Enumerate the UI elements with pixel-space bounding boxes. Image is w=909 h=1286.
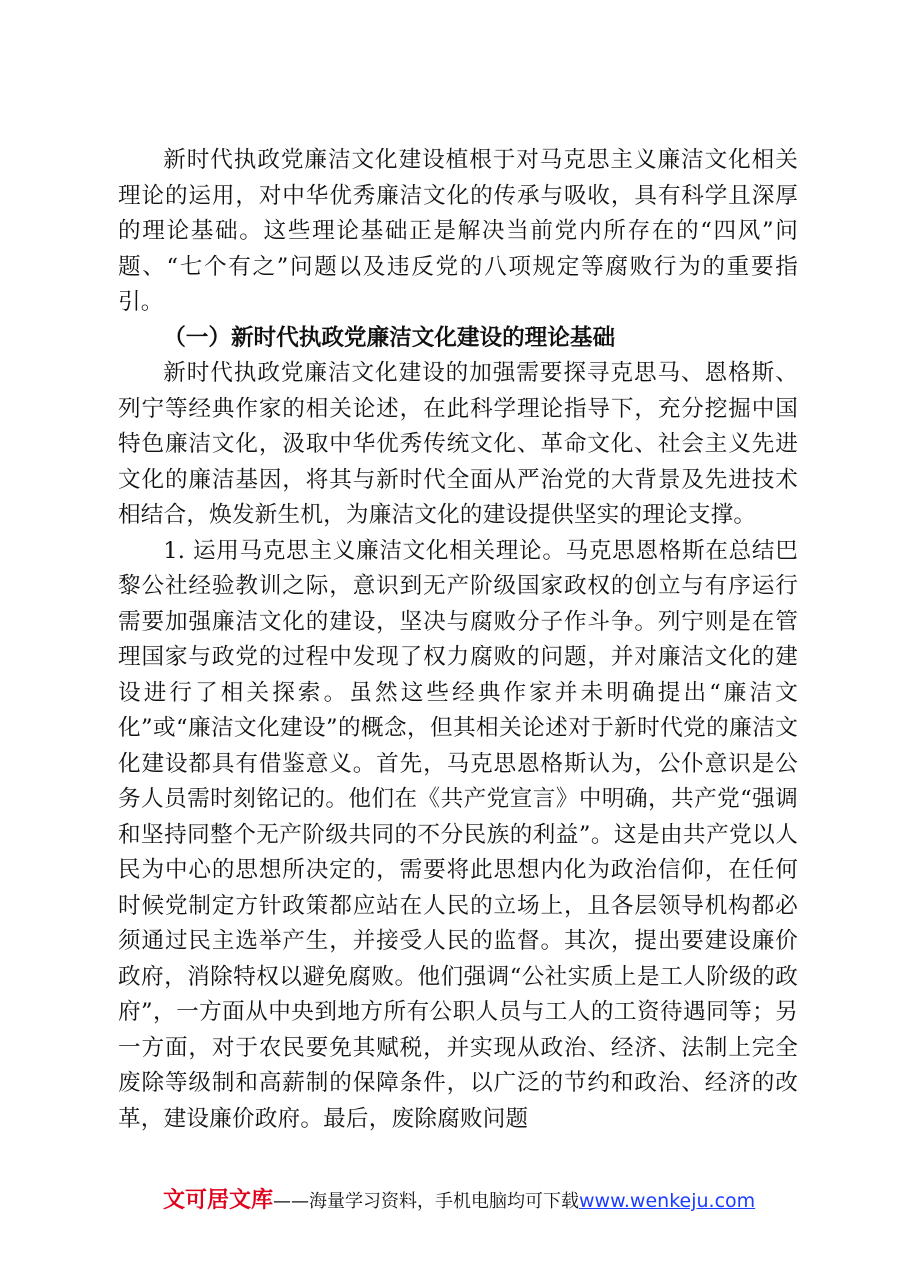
body-paragraph: 新时代执政党廉洁文化建设的加强需要探寻克思马、恩格斯、列宁等经典作家的相关论述，在此科学理论指导下，充分挖掘中国特色廉洁文化，汲取中华优秀传统文化、革命文化、社会主义先进文化的廉洁基因，将其与新时代全面从严治党的大背景及先进技术相结合，焕发新生机，为廉洁文化的建设提供坚实的理论支撑。 <box>118 360 798 528</box>
section-heading: （一）新时代执政党廉洁文化建设的理论基础 <box>163 324 616 351</box>
body-paragraph: 1. 运用马克思主义廉洁文化相关理论。马克思恩格斯在总结巴黎公社经验教训之际，意识到无产阶级国家政权的创立与有序运行需要加强廉洁文化的建设，坚决与腐败分子作斗争。列宁则是在管理国家与政党的过程中发现了权力腐败的问题，并对廉洁文化的建设进行了相关探索。虽然这些经典作家并未明确提出“廉洁文化”或“廉洁文化建设”的概念，但其相关论述对于新时代党的廉洁文化建设都具有借鉴意义。首先，马克思恩格斯认为，公仆意识是公务人员需时刻铭记的。他们在《共产党宣言》中明确，共产党“强调和坚持同整个无产阶级共同的不分民族的利益”。这是由共产党以人民为中心的思想所决定的，需要将此思想内化为政治信仰，在任何时候党制定方针政策都应站在人民的立场上，且各层领导机构都必须通过民主选举产生，并接受人民的监督。其次，提出要建设廉价政府，消除特权以避免腐败。他们强调“公社实质上是工人阶级的政府”，一方面从中央到地方所有公职人员与工人的工资待遇同等；另一方面，对于农民要免其赋税，并实现从政治、经济、法制上完全废除等级制和高薪制的保障条件，以广泛的节约和政治、经济的改革，建设廉价政府。最后，废除腐败问题 <box>118 537 798 1132</box>
document-body <box>118 143 798 1137</box>
footer-brand-logo: 文可居文库 <box>163 1188 274 1213</box>
footer-banner <box>163 1183 803 1213</box>
footer-tagline: ——海量学习资料，手机电脑均可下载 <box>273 1191 580 1212</box>
intro-paragraph: 新时代执政党廉洁文化建设植根于对马克思主义廉洁文化相关理论的运用，对中华优秀廉洁文化的传承与吸收，具有科学且深厚的理论基础。这些理论基础正是解决当前党内所存在的“四风”问题、“七个有之”问题以及违反党的八项规定等腐败行为的重要指引。 <box>118 147 798 315</box>
footer-url-link[interactable]: www.wenkeju.com <box>579 1190 756 1212</box>
